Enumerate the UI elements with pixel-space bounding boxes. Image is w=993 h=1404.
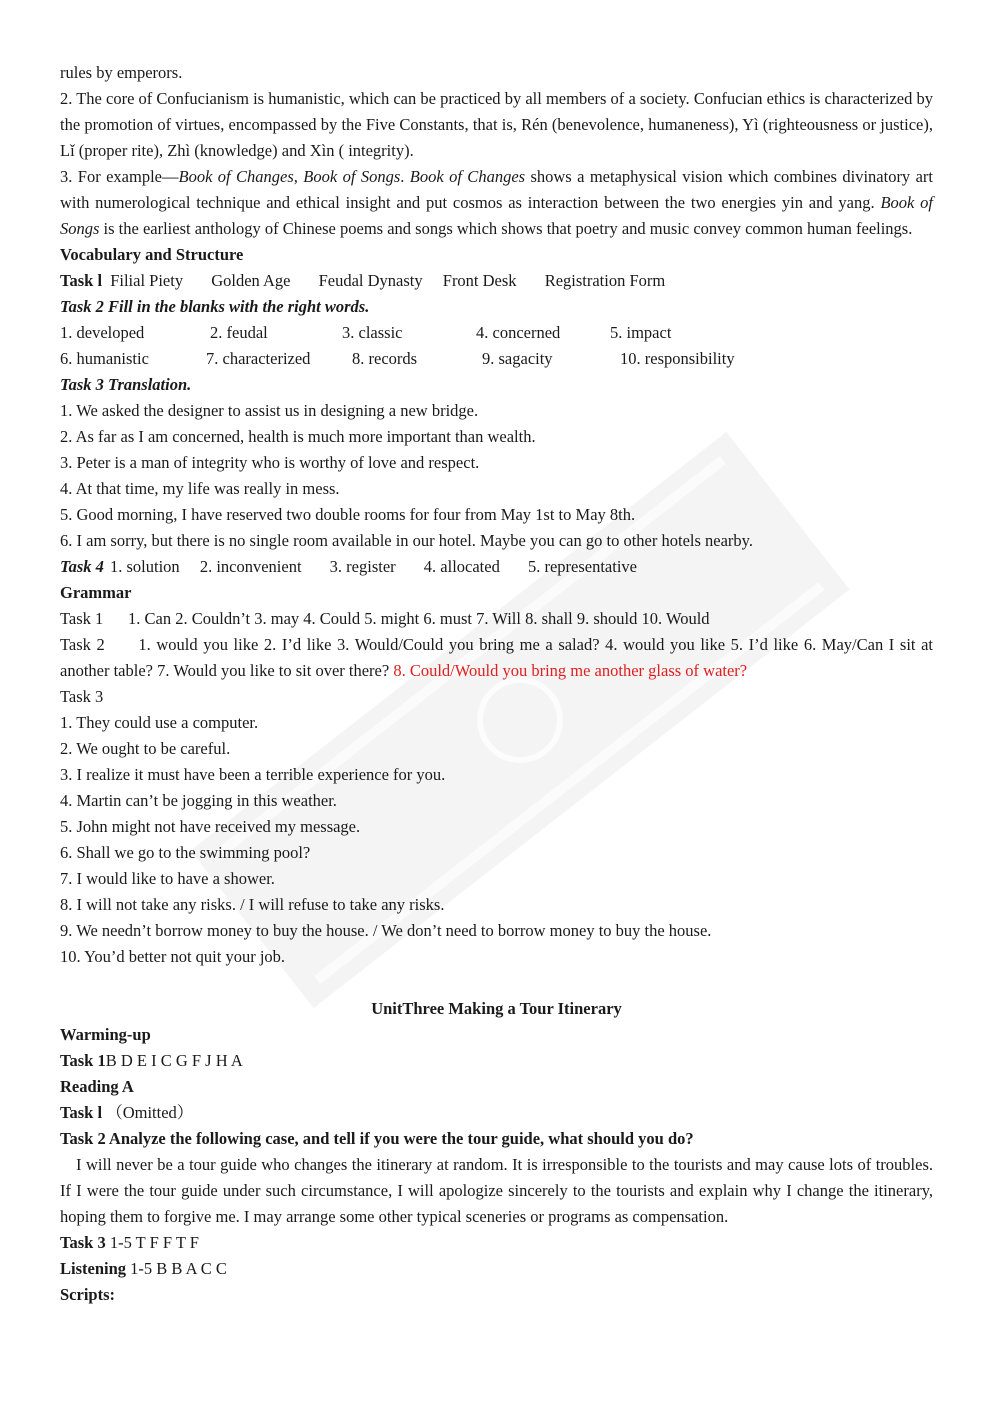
answer-row: 6. humanistic 7. characterized 8. records 9. sagacity 10. responsibility (60, 349, 735, 368)
unit-title: UnitThree Making a Tour Itinerary (371, 999, 622, 1018)
paragraph: 2. The core of Confucianism is humanistic, which can be practiced by all members of a society. Confucian ethics is characterized by the promotion of virtues, encompassed by the Five Constants, that is, Rén (benevolence, humaneness), Yì (righteousness or justice), Lǐ (proper rite), Zhì (knowledge) and Xìn ( integrity). (60, 89, 933, 160)
task4-line: Task 4 1. solution 2. inconvenient 3. register 4. allocated 5. representative (60, 557, 637, 576)
section-heading: Vocabulary and Structure (60, 245, 244, 264)
reading-task1: Task l （Omitted） (60, 1103, 194, 1122)
task-heading: Task 3 Translation. (60, 375, 192, 394)
list-item: 2. As far as I am concerned, health is much more important than wealth. (60, 427, 536, 446)
listening-answers: Listening 1-5 B B A C C (60, 1259, 227, 1278)
list-item: 5. John might not have received my message. (60, 817, 361, 836)
list-item: 8. I will not take any risks. / I will refuse to take any risks. (60, 895, 445, 914)
paragraph: 3. For example—Book of Changes, Book of Songs. Book of Changes shows a metaphysical vision which combines divinatory art with numerological technique and ethical insight and put cosmos as interaction between the two energies yin and yang. Book of Songs is the earliest anthology of Chinese poems and songs which shows that poetry and music convey common human feelings. (60, 167, 933, 238)
section-heading: Scripts: (60, 1285, 115, 1304)
paragraph: rules by emperors. (60, 63, 183, 82)
list-item: 3. Peter is a man of integrity who is worthy of love and respect. (60, 453, 480, 472)
list-item: 2. We ought to be careful. (60, 739, 231, 758)
grammar-task1: Task 1 1. Can 2. Couldn’t 3. may 4. Could 5. might 6. must 7. Will 8. shall 9. should 10. Would (60, 609, 710, 628)
list-item: 1. We asked the designer to assist us in designing a new bridge. (60, 401, 479, 420)
list-item: 10. You’d better not quit your job. (60, 947, 286, 966)
task-heading: Task 3 (60, 687, 104, 706)
task1-line: Task l Filial Piety Golden Age Feudal Dynasty Front Desk Registration Form (60, 271, 666, 290)
section-heading: Reading A (60, 1077, 134, 1096)
list-item: 4. Martin can’t be jogging in this weather. (60, 791, 337, 810)
list-item: 6. I am sorry, but there is no single room available in our hotel. Maybe you can go to other hotels nearby. (60, 531, 753, 550)
list-item: 5. Good morning, I have reserved two double rooms for four from May 1st to May 8th. (60, 505, 636, 524)
warmup-task1: Task 1B D E I C G F J H A (60, 1051, 243, 1070)
reading-task3: Task 3 1-5 T F F T F (60, 1233, 199, 1252)
list-item: 4. At that time, my life was really in mess. (60, 479, 340, 498)
answer-row: 1. developed 2. feudal 3. classic 4. concerned 5. impact (60, 323, 672, 342)
list-item: 6. Shall we go to the swimming pool? (60, 843, 311, 862)
task-heading: Task 2 Analyze the following case, and tell if you were the tour guide, what should you do? (60, 1129, 694, 1148)
task-heading: Task 2 Fill in the blanks with the right words. (60, 297, 370, 316)
spacer (60, 970, 933, 996)
list-item: 1. They could use a computer. (60, 713, 259, 732)
list-item: 7. I would like to have a shower. (60, 869, 275, 888)
list-item: 9. We needn’t borrow money to buy the house. / We don’t need to borrow money to buy the house. (60, 921, 712, 940)
paragraph: I will never be a tour guide who changes the itinerary at random. It is irresponsible to the tourists and may cause lots of troubles. If I were the tour guide under such circumstance, I will apologize sincerely to the tourists and explain why I change the itinerary, hoping them to forgive me. I may arrange some other typical sceneries or programs as compensation. (60, 1155, 933, 1226)
grammar-task2: Task 2 1. would you like 2. I’d like 3. Would/Could you bring me a salad? 4. would you like 5. I’d like 6. May/Can I sit at another table? 7. Would you like to sit over there? 8. Could/Would you bring me another glass of water? (60, 635, 933, 680)
document-page (60, 60, 933, 1308)
list-item: 3. I realize it must have been a terrible experience for you. (60, 765, 446, 784)
section-heading: Warming-up (60, 1025, 151, 1044)
section-heading: Grammar (60, 583, 132, 602)
